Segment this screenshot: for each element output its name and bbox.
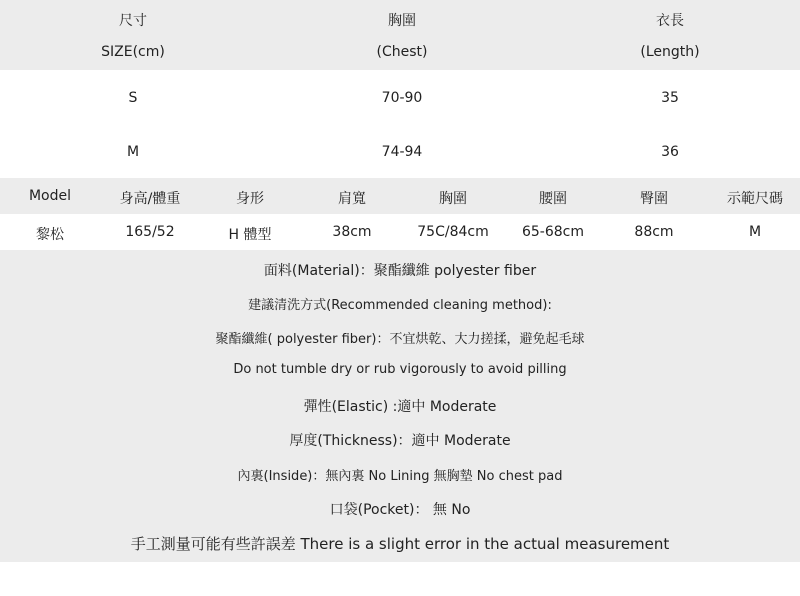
material-line: 面料(Material)：聚酯纖維 polyester fiber [263,263,537,279]
model-table-header [0,178,800,214]
model-header-cell: 臀圍 [640,191,668,207]
chest-cell: 70-90 [381,90,423,106]
cleaning-en: Do not tumble dry or rub vigorously to avoid pilling [233,362,567,377]
elastic-line: 彈性(Elastic) :適中 Moderate [303,399,497,415]
model-cell: 88cm [634,224,674,240]
model-cell: M [748,224,762,240]
model-header-cell: 身高/體重 [119,191,181,207]
thickness-line: 厚度(Thickness)：適中 Moderate [289,433,511,449]
model-header-cell: 胸圍 [439,191,467,207]
table-row [0,214,800,250]
header-size-zh: 尺寸 [119,13,147,29]
header-size-en: SIZE(cm) [101,44,165,60]
header-length-zh: 衣長 [656,13,684,29]
size-table-header [0,0,800,70]
chest-cell: 74-94 [381,144,423,160]
model-cell: 65-68cm [521,224,585,240]
measurement-note: 手工測量可能有些許誤差 There is a slight error in the actual measurement [130,535,670,553]
size-cell: S [128,90,138,106]
header-chest-zh: 胸圍 [388,13,416,29]
model-cell: H 體型 [228,227,272,243]
length-cell: 36 [661,144,679,160]
product-info-panel [0,250,800,562]
cleaning-title: 建議清洗方式(Recommended cleaning method): [248,298,552,313]
model-cell: 165/52 [125,224,175,240]
cleaning-zh: 聚酯纖維( polyester fiber)：不宜烘乾、大力搓揉，避免起毛球 [215,332,585,347]
model-cell: 38cm [332,224,372,240]
header-length-en: (Length) [640,44,700,60]
model-cell: 黎松 [36,227,64,243]
inside-line: 內裏(Inside)：無內裏 No Lining 無胸墊 No chest pad [237,469,563,484]
table-row [0,126,800,178]
length-cell: 35 [661,90,679,106]
size-cell: M [126,144,140,160]
model-header-cell: 肩寬 [338,191,366,207]
pocket-line: 口袋(Pocket)： 無 No [329,502,471,518]
model-cell: 75C/84cm [417,224,489,240]
table-row [0,70,800,126]
header-chest-en: (Chest) [376,44,428,60]
model-header-cell: 身形 [236,191,264,207]
model-header-cell: 示範尺碼 [727,191,783,207]
model-header-cell: 腰圍 [539,191,567,207]
model-header-cell: Model [28,188,72,204]
